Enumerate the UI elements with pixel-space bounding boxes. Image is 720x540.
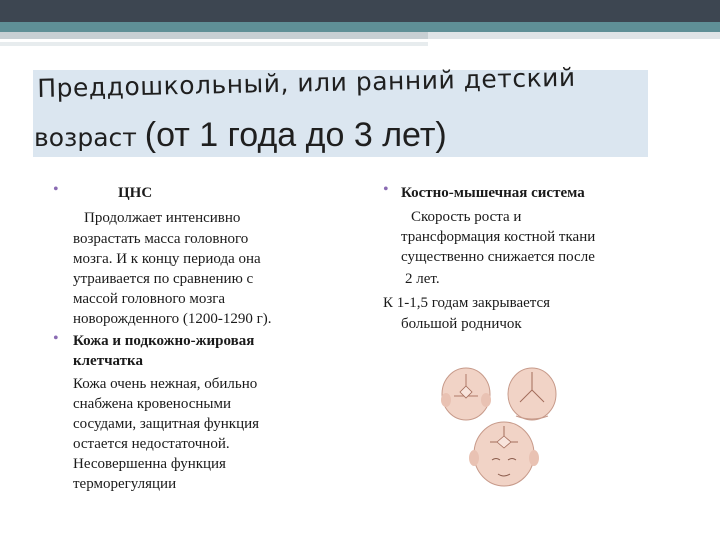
skin-text-line: Несовершенна функция <box>73 456 226 472</box>
divider-notch <box>428 32 720 39</box>
top-bar <box>0 0 720 22</box>
musculoskeletal-text-line: Скорость роста и <box>411 209 522 225</box>
skin-heading: клетчатка <box>73 353 143 369</box>
musculoskeletal-text-line: существенно снижается после <box>401 249 595 265</box>
title-age-range: (от 1 года до 3 лет) <box>144 116 447 154</box>
bullet-icon: • <box>53 330 59 347</box>
slide-title-line-2 <box>34 116 447 155</box>
cns-heading: ЦНС <box>118 185 153 201</box>
title-word-age: возраст <box>34 123 145 152</box>
cns-text-line: Продолжает интенсивно <box>84 210 241 226</box>
skin-text-line: остается недостаточной. <box>73 436 230 452</box>
fontanel-text-line: большой родничок <box>401 316 522 332</box>
musculoskeletal-text-line: 2 лет. <box>405 271 440 287</box>
musculoskeletal-heading: Костно-мышечная система <box>401 185 585 201</box>
fontanel-illustration <box>428 360 572 492</box>
bullet-icon: • <box>383 181 389 198</box>
fontanel-text-line: К 1-1,5 годам закрывается <box>383 295 551 311</box>
skin-text-line: терморегуляции <box>73 476 177 492</box>
skin-text-line: сосудами, защитная функция <box>73 416 260 432</box>
skin-text-line: Кожа очень нежная, обильно <box>73 376 258 392</box>
infant-head-top-icon <box>441 368 491 420</box>
musculoskeletal-text-line: трансформация костной ткани <box>401 229 596 245</box>
cns-text-line: новорожденного (1200-1290 г). <box>73 311 272 327</box>
slide-title-line-1: Преддошкольный, или ранний детский <box>37 62 576 103</box>
skin-text-line: снабжена кровеносными <box>73 396 231 412</box>
cns-text-line: утраивается по сравнению с <box>73 271 254 287</box>
bullet-icon: • <box>53 181 59 198</box>
infant-head-back-icon <box>508 368 556 420</box>
skin-heading: Кожа и подкожно-жировая <box>73 333 255 349</box>
cns-text-line: возрастать масса головного <box>73 231 249 247</box>
accent-bar <box>0 22 720 32</box>
thin-divider <box>0 42 428 46</box>
cns-text-line: мозга. И к концу периода она <box>73 251 261 267</box>
cns-text-line: массой головного мозга <box>73 291 226 307</box>
